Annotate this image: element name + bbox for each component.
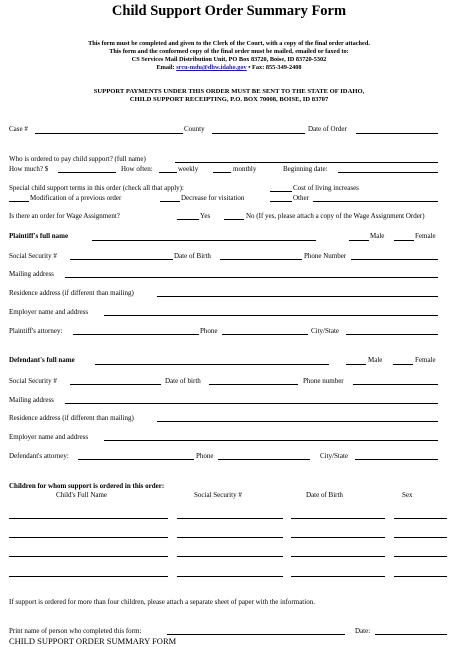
weekly-check[interactable] <box>159 172 177 173</box>
cost-of-living-check[interactable] <box>270 191 292 192</box>
contact-line <box>0 64 458 72</box>
plaintiff-attorney-label: Plaintiff's attorney: <box>9 327 63 335</box>
signoff-date-label: Date: <box>355 627 371 635</box>
county-label: County <box>184 125 205 133</box>
weekly-label: weekly <box>178 165 199 173</box>
other-field[interactable] <box>313 201 438 202</box>
child-1-name[interactable] <box>9 518 168 519</box>
case-number-field[interactable] <box>35 133 183 134</box>
wage-yes-label: Yes <box>200 212 211 220</box>
col-child-sex: Sex <box>402 491 413 499</box>
how-much-field[interactable] <box>58 172 116 173</box>
defendant-male-label: Male <box>368 356 383 364</box>
county-field[interactable] <box>212 133 305 134</box>
defendant-phone-label: Phone <box>196 452 214 460</box>
plaintiff-phone-number-field[interactable] <box>351 259 438 260</box>
form-title: Child Support Order Summary Form <box>111 3 347 19</box>
child-4-ssn[interactable] <box>177 576 283 577</box>
child-4-dob[interactable] <box>291 576 385 577</box>
plaintiff-ssn-label: Social Security # <box>9 252 57 260</box>
other-label: Other <box>293 194 309 202</box>
defendant-dob-field[interactable] <box>209 384 298 385</box>
defendant-ssn-label: Social Security # <box>9 377 57 385</box>
defendant-female-label: Female <box>415 356 436 364</box>
wage-yes-check[interactable] <box>177 219 199 220</box>
defendant-name-field[interactable] <box>95 364 329 365</box>
child-4-name[interactable] <box>9 576 168 577</box>
plaintiff-male-check[interactable] <box>349 240 369 241</box>
defendant-male-check[interactable] <box>346 364 366 365</box>
defendant-employer-label: Employer name and address <box>9 433 89 441</box>
child-3-dob[interactable] <box>291 556 385 557</box>
how-much-label: How much? $ <box>9 165 49 173</box>
payment-line-1: SUPPORT PAYMENTS UNDER THIS ORDER MUST BE SENT TO THE STATE OF IDAHO, <box>93 88 365 95</box>
plaintiff-mailing-field[interactable] <box>65 277 438 278</box>
wage-question: Is there an order for Wage Assignment? <box>9 212 120 220</box>
beginning-date-label: Beginning date: <box>283 165 328 173</box>
defendant-phone-field[interactable] <box>218 459 310 460</box>
wage-no-check[interactable] <box>224 219 244 220</box>
monthly-label: monthly <box>233 165 257 173</box>
monthly-check[interactable] <box>213 172 231 173</box>
defendant-female-check[interactable] <box>393 364 413 365</box>
child-3-sex[interactable] <box>394 556 447 557</box>
cost-of-living-label: Cost of living increases <box>293 184 359 192</box>
defendant-dob-label: Date of birth <box>165 377 201 385</box>
beginning-date-field[interactable] <box>338 172 438 173</box>
plaintiff-phone-field[interactable] <box>222 334 308 335</box>
plaintiff-ssn-field[interactable] <box>70 259 173 260</box>
print-name-field[interactable] <box>167 634 345 635</box>
plaintiff-city-field[interactable] <box>346 334 438 335</box>
child-1-dob[interactable] <box>291 518 385 519</box>
date-of-order-field[interactable] <box>356 133 438 134</box>
signoff-date-field[interactable] <box>375 634 447 635</box>
defendant-name-label: Defendant's full name <box>9 356 75 364</box>
intro-line-2: This form and the conformed copy of the final order must be mailed, emailed or faxed to: <box>109 48 349 55</box>
child-1-sex[interactable] <box>394 518 447 519</box>
intro-line-3: CS Services Mail Distribution Unit, PO Box 83720, Boise, ID 83720-5302 <box>131 56 327 63</box>
email-link[interactable]: srcu-mdu@dhw.idaho.gov <box>176 64 247 71</box>
child-2-ssn[interactable] <box>177 537 283 538</box>
fax-text: • Fax: 855-349-2408 <box>248 64 302 71</box>
defendant-attorney-label: Defendant's attorney: <box>9 452 69 460</box>
special-terms-label: Special child support terms in this order (check all that apply): <box>9 184 184 192</box>
child-2-sex[interactable] <box>394 537 447 538</box>
defendant-residence-label: Residence address (if different than mailing) <box>9 414 134 422</box>
other-check[interactable] <box>270 201 292 202</box>
plaintiff-dob-label: Date of Birth <box>174 252 211 260</box>
plaintiff-mailing-label: Mailing address <box>9 270 54 278</box>
defendant-residence-field[interactable] <box>157 421 438 422</box>
children-note: If support is ordered for more than four children, please attach a separate sheet of paper with the information. <box>9 598 315 606</box>
defendant-employer-field[interactable] <box>104 440 438 441</box>
plaintiff-name-label: Plaintiff's full name <box>9 232 69 240</box>
plaintiff-name-field[interactable] <box>92 240 316 241</box>
print-name-label: Print name of person who completed this form: <box>9 627 142 635</box>
defendant-city-field[interactable] <box>355 459 438 460</box>
plaintiff-employer-field[interactable] <box>104 315 438 316</box>
defendant-attorney-field[interactable] <box>78 459 194 460</box>
case-number-label: Case # <box>9 125 28 133</box>
defendant-mailing-field[interactable] <box>65 403 438 404</box>
defendant-phone-number-label: Phone number <box>303 377 344 385</box>
child-1-ssn[interactable] <box>177 518 283 519</box>
plaintiff-female-label: Female <box>415 232 436 240</box>
who-pays-label: Who is ordered to pay child support? (full name) <box>9 155 146 163</box>
defendant-mailing-label: Mailing address <box>9 396 54 404</box>
col-child-ssn: Social Security # <box>194 491 242 499</box>
child-3-ssn[interactable] <box>177 556 283 557</box>
how-often-label: How often: <box>121 165 153 173</box>
children-heading: Children for whom support is ordered in this order: <box>9 482 165 490</box>
plaintiff-phone-number-label: Phone Number <box>304 252 347 260</box>
visitation-check[interactable] <box>160 201 180 202</box>
child-2-dob[interactable] <box>291 537 385 538</box>
defendant-phone-number-field[interactable] <box>353 384 438 385</box>
who-pays-field[interactable] <box>175 162 438 163</box>
col-child-dob: Date of Birth <box>306 491 343 499</box>
visitation-label: Decrease for visitation <box>181 194 245 202</box>
plaintiff-attorney-field[interactable] <box>73 334 199 335</box>
col-child-name: Child's Full Name <box>56 491 108 499</box>
plaintiff-phone-label: Phone <box>200 327 218 335</box>
child-2-name[interactable] <box>9 537 168 538</box>
modification-check[interactable] <box>9 201 29 202</box>
defendant-city-label: City/State <box>320 452 348 460</box>
date-of-order-label: Date of Order <box>308 125 347 133</box>
footer-title: CHILD SUPPORT ORDER SUMMARY FORM <box>9 636 177 646</box>
intro-line-1: This form must be completed and given to the Clerk of the Court, with a copy of the final order attached. <box>88 40 370 47</box>
wage-no-label: No (If yes, please attach a copy of the Wage Assignment Order) <box>246 212 425 220</box>
plaintiff-dob-field[interactable] <box>220 259 302 260</box>
plaintiff-residence-label: Residence address (if different than mailing) <box>9 289 134 297</box>
plaintiff-female-check[interactable] <box>394 240 414 241</box>
payment-line-2: CHILD SUPPORT RECEIPTING, P.O. BOX 70008, BOISE, ID 83707 <box>129 96 329 103</box>
email-label: Email: <box>156 64 175 71</box>
plaintiff-residence-field[interactable] <box>157 296 438 297</box>
plaintiff-employer-label: Employer name and address <box>9 308 89 316</box>
modification-label: Modification of a previous order <box>30 194 122 202</box>
plaintiff-city-label: City/State <box>311 327 339 335</box>
child-4-sex[interactable] <box>394 576 447 577</box>
plaintiff-male-label: Male <box>370 232 385 240</box>
child-3-name[interactable] <box>9 556 168 557</box>
defendant-ssn-field[interactable] <box>70 384 161 385</box>
